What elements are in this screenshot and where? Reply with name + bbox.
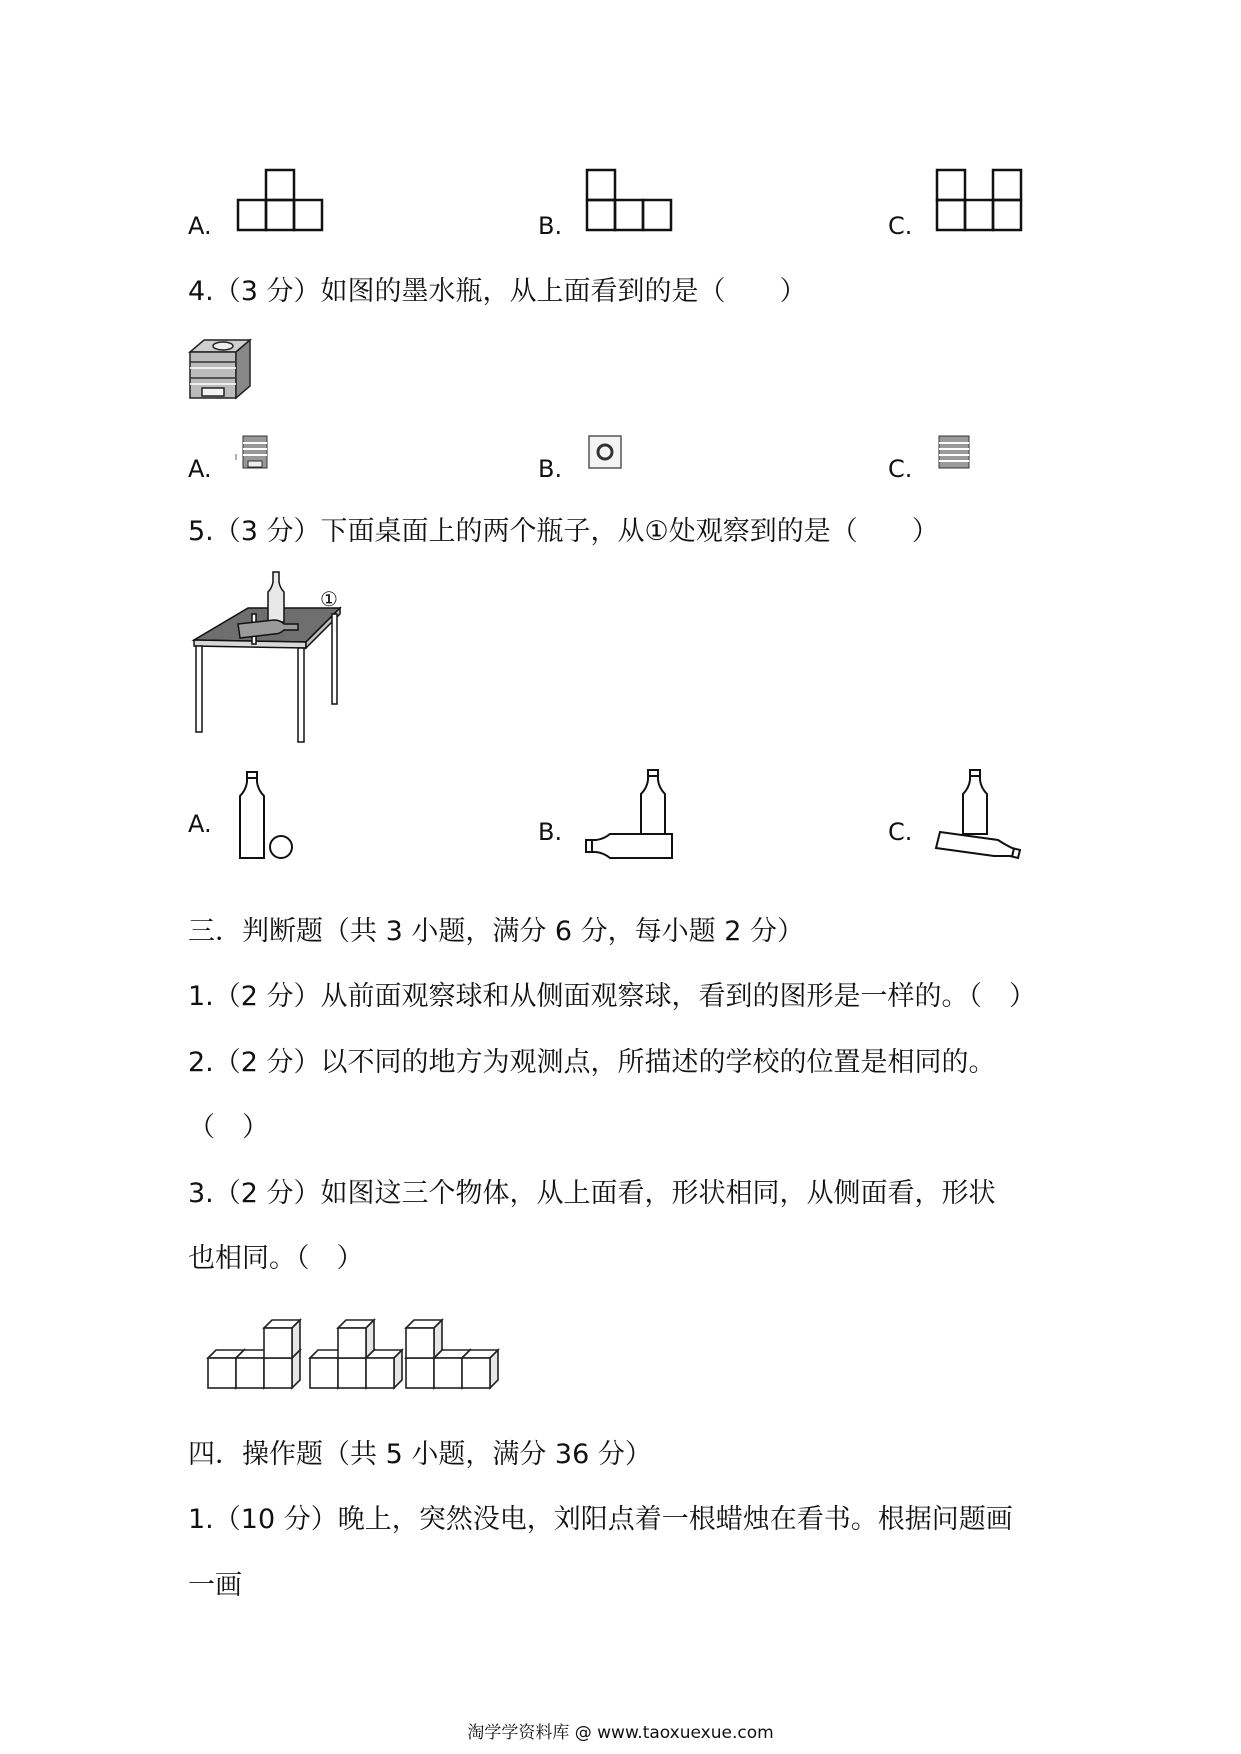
q5-stem: 5.（3 分）下面桌面上的两个瓶子，从①处观察到的是（ ）: [188, 516, 939, 547]
q5-option-a-figure: [234, 770, 298, 862]
q4-option-b-label: B.: [538, 455, 563, 483]
tf-question-1: 1.（2 分）从前面观察球和从侧面观察球，看到的图形是一样的。（ ）: [188, 981, 1037, 1012]
q5-option-c-figure: [932, 768, 1024, 864]
q3-option-c-label: C.: [888, 212, 913, 240]
tf-question-3: 3.（2 分）如图这三个物体，从上面看，形状相同，从侧面看，形状: [188, 1178, 996, 1209]
observation-point-marker: ①: [320, 587, 338, 611]
table-bottles-figure: [188, 570, 358, 750]
q3-option-c-figure: [935, 168, 1027, 236]
q5-option-b-label: B.: [538, 818, 563, 846]
q3-option-b-figure: [585, 168, 677, 236]
q5-option-c-label: C.: [888, 818, 913, 846]
q5-option-a-label: A.: [188, 810, 212, 838]
operation-question-1-cont: 一画: [188, 1570, 242, 1601]
q4-option-c-label: C.: [888, 455, 913, 483]
q4-option-a-figure: [233, 434, 281, 474]
three-block-objects-figure: [206, 1320, 506, 1392]
tf-question-3-cont: 也相同。（ ）: [188, 1243, 364, 1274]
page-footer: 淘学学资料库 @ www.taoxuexue.com: [467, 1723, 774, 1743]
section4-heading: 四．操作题（共 5 小题，满分 36 分）: [188, 1439, 652, 1470]
tf-question-2: 2.（2 分）以不同的地方为观测点，所描述的学校的位置是相同的。: [188, 1047, 996, 1078]
section3-heading: 三．判断题（共 3 小题，满分 6 分，每小题 2 分）: [188, 916, 805, 947]
ink-bottle-figure: [188, 338, 266, 404]
q4-option-c-figure: [937, 434, 977, 474]
q4-stem: 4.（3 分）如图的墨水瓶，从上面看到的是（ ）: [188, 276, 807, 307]
tf-question-2-blank: （ ）: [188, 1112, 269, 1143]
q4-option-a-label: A.: [188, 455, 212, 483]
q5-option-b-figure: [584, 768, 684, 864]
q3-option-a-label: A.: [188, 212, 212, 240]
q3-option-b-label: B.: [538, 212, 563, 240]
operation-question-1: 1.（10 分）晚上，突然没电，刘阳点着一根蜡烛在看书。根据问题画: [188, 1504, 1013, 1535]
q3-option-a-figure: [236, 168, 328, 236]
q4-option-b-figure: [587, 434, 627, 474]
